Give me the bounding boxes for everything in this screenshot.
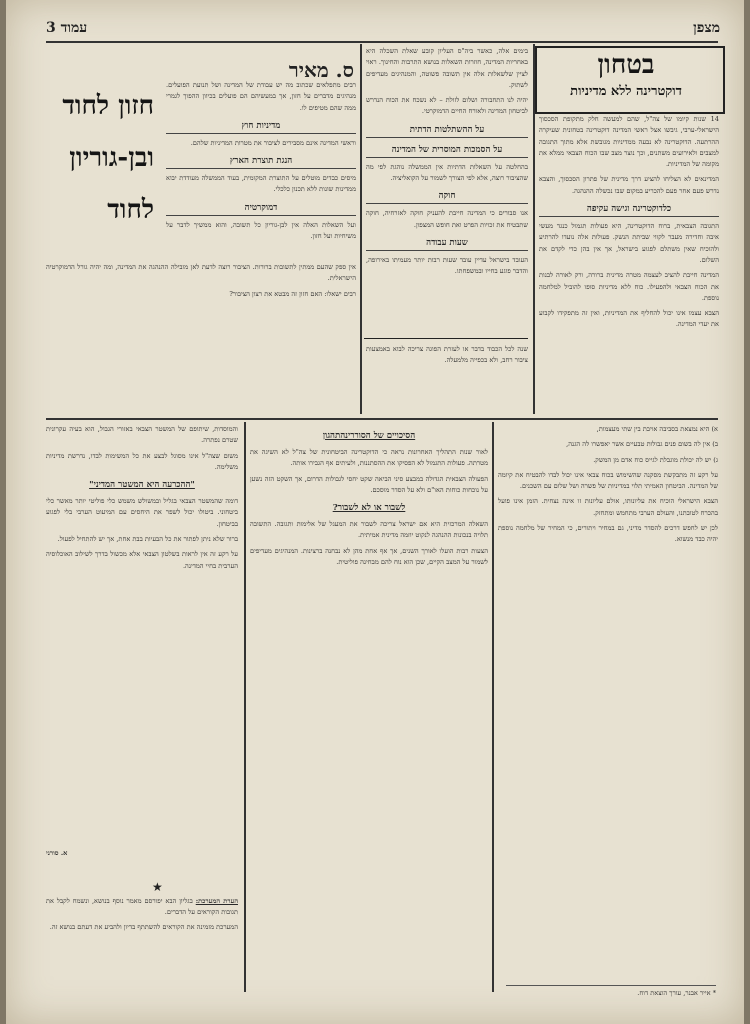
column-rule [492, 422, 494, 992]
paragraph: לכן יש לחפש דרכים להסדר מדיני, גם במחיר ויתורים, כי המחיר של מלחמה נוספת יהיה כבד מנשוא. [498, 524, 718, 544]
paragraph: והמוסדות, שיתופם של המשטר הצבאי באזורי הגבול, הוא בעיה עקרונית שטרם נפתרה. [46, 425, 238, 445]
paragraph: בימים אלה, כאשר ביה"ס העליון קובע שאלת השכלה היא באחריות המדינה, חוזרות השאלות בנושא התרבות והחינוך. ראוי לציין שלשאלות אלה אין תשובה פשוטה, והמנהיגים מעדיפים לשתוק. [366, 47, 528, 89]
paragraph: ברור שלא ניתן לפתור את כל הבעיות בבת אחת, אך יש להתחיל לפעול. [57, 535, 238, 544]
editor-note-2: המערכת מזמינה את הקוראים להשתתף בדיון ולהביע את דעתם בנושא זה. [49, 923, 238, 931]
paragraph: העובד בישראל עדיין עובד שעות רבות יותר מעמיתו באירופה, והדבר פוגע בחייו ובמשפחתו. [366, 255, 528, 276]
quote: יהיה לנו התחבורה ושלום לזולת – לא נשכח את הכוח הנדרש לביטחון המדינה ולאורח החיים הדמוקרטי. [366, 96, 528, 116]
paragraph: התגובה הצבאית, ברוח הדוקטרינה, היא פעולות תגמול כנגד מעשי איבה וחדירה מעבר לקווי שביתת הנשק. פעולות אלה נועדו להרתיע ולהוכיח שאין משתלם לפגוע בישראל, אך אין בהן כדי לקדם את השלום. [539, 222, 719, 264]
author-name: ס. מאיר [288, 58, 354, 82]
bottom-middle-body [250, 424, 488, 984]
paragraph: ועל השאלות האלה אין לבן-גוריון כל תשובה, והוא ממשיך לדבר על משיחיות ועל חזון. [166, 220, 356, 241]
article-title: בטחון [597, 50, 655, 80]
newspaper-name: מצפן [693, 20, 720, 36]
newspaper-page [6, 0, 744, 1024]
footnote: * אייר אבנר, עורך הוצאת דוח. [506, 985, 716, 999]
paragraph: הפעולה הצבאית הגדולה במבצע סיני הביאה שקט יחסי לגבולות הדרום, אך השקט הזה נשען על נוכחות כוחות האו"ם ולא על הסדר מוסכם. [250, 474, 488, 494]
list-item: ג) יש לה יכולת מוגבלת לגייס כוח אדם מן המשק. [593, 455, 718, 464]
left-article-body-top [166, 58, 356, 263]
section-heading: הסיכויים של הסוררינהתהגון [322, 431, 416, 441]
paragraph: אנו סבורים כי המדינה חייבת להעניק חוקה לאזרחיה, חוקה שתבטיח את זכויות הפרט ואת חופש המצפון. [366, 209, 528, 229]
section-heading: "ההכרעה היא המשטר המדיני" [89, 480, 195, 491]
left-article-body-bottom [46, 262, 356, 412]
editor-note-title: הערת המערכת: [195, 897, 238, 905]
paragraph: משום שצה"ל אינו מסוגל לבצע את כל המשימות לבדו, נדרשת מדיניות משלימה. [46, 451, 238, 471]
section-heading: שעות עבודה [366, 237, 528, 251]
paragraph: על רקע זה אין לראות בשלטון הצבאי אלא מכשול בדרך לשילוב האוכלוסיה הערבית בחיי המדינה. [46, 550, 238, 570]
paragraph: רבים ישאלו: האם חזון זה מבטא את רצון הציבור? [229, 289, 356, 298]
column-rule [244, 422, 246, 992]
section-heading: על הסמכות המוסרית של המדינה [366, 144, 528, 158]
title-line: ובן-גוריון [69, 143, 154, 173]
right-article-body [539, 114, 719, 412]
signature: א. סורני [46, 849, 68, 857]
section-heading: כלדוקטרינה וגישה עקיפה [539, 203, 719, 217]
section-heading: דמוקרטיה [166, 202, 356, 216]
paragraph: 14 שנות קיומו של צה"ל, שהם למעשה חלק מתקופת הסכסוך הישראלי-ערבי, גיבשו אצל ראשי המדינה דוקטרינה בטחונית שעיקרה ההרתעה. הדוקטרינה לא נבעה ממדיניות מגובשת אלא מתוך התגובה למצבים ולאירועים משתנים, וכך נוצר מצב שבו הכוח הצבאי ממלא את מקומה של המדיניות. [539, 115, 719, 169]
star-icon: ★ [152, 880, 163, 894]
editor-note [46, 896, 238, 933]
paragraph: אין ספק שהעם ממתין לתשובות ברורות. הציבור רוצה לדעת לאן מובילה ההנהגה את המדינה, ומה יהיה גורל הדמוקרטיה הישראלית. [46, 263, 356, 283]
section-heading: לשבור או לא לשבור? [332, 503, 406, 514]
bottom-right-body [498, 424, 718, 964]
list-item: ב) אין לה בשום פנים גבולות טבעיים אשר יאפשרו לה הגנה, [566, 440, 718, 449]
paragraph: מיסים כבדים מוטלים על התוצרת המקומית, בעוד הממשלה מעודדת יבוא ממדינות שונות ללא תכנון כלכלי. [166, 174, 356, 194]
section-heading: על ההשתלטות הדתית [366, 124, 528, 138]
list-intro: א) היא נמצאת בסביבה אויבת בין שתי מעצמות, [596, 425, 718, 433]
paragraph: הצבא עצמו אינו יכול להחליף את המדיניות, ואין זה מתפקידו לקבוע את יעדי המדינה. [539, 309, 719, 329]
bottom-left-body [46, 424, 238, 844]
paragraph: רבים מתפלאים שכתוב מה יש עבודת של המדינה ושל תנועת הפועלים. מנהיגים מדברים על חזון, אך במעשיהם הם פועלים בכיוון ההפוך לגמרי ממה שהם מטיפים לו. [166, 81, 356, 112]
middle-bottom-text [366, 344, 528, 410]
header-rule [46, 41, 718, 43]
paragraph: המדינה חייבת להציב לעצמה מטרה מדינית ברורה, ורק לאורה לבנות את הכוח הצבאי ולהפעילו. כוח ללא מדיניות סופו להוביל למלחמה נוספת. [539, 271, 719, 302]
section-rule [46, 418, 718, 420]
paragraph: השאלה המרכזית היא אם ישראל צריכה לשבור את המעגל של אלימות ותגובה. התשובה תלויה בנכונות ההנהגה לנקוט יוזמה מדינית אמיתית. [250, 520, 488, 540]
paragraph: על רקע זה מתבקשת מסקנה שהשימוש בכוח צבאי אינו יכול לבדו להבטיח את קיומה של המדינה. הביטחון האמיתי תלוי במדיניות של פשרה ושל שלום עם השכנים. [498, 470, 718, 491]
paragraph: וראשי המדינה אינם מסבירים לציבור את מטרות המדיניות שלהם. [190, 138, 356, 147]
section-heading: הנגת תוצרת הארץ [166, 155, 356, 169]
page-number: עמוד 3 [46, 20, 88, 36]
paragraph: הצבא הישראלי הוכיח את עליונותו, אולם עליונות זו אינה נצחית. הזמן אינו פועל בהכרח לטובתנו, והעולם הערבי מתחמש ומתחזק. [498, 497, 718, 517]
paragraph: המדינאים לא הצליחו להציע דרך מדינית של פתרון הסכסוך, והצבא נדרש פעם אחר פעם להכריע במקום שבו נכשלה ההנהגה. [539, 175, 719, 195]
paragraph: בהחלטה על השאלות הדתיות אין הממשלה נוהגת לפי מה שהציבור רוצה, אלא לפי הצורך לשמור על הקואליציה. [366, 162, 528, 183]
paragraph: לאור שנות התהליך האחרונות נראה כי הדוקטרינה הביטחונית של צה"ל לא השיגה את מטרתה. פעולות התגמול לא הפסיקו את ההסתננות, ולעיתים אף הגבירו אותה. [250, 448, 488, 468]
paragraph: שנה לכל הכבוד בדבר או לעזרת הפוגה צריכה לבוא באמצעות ציבור רחב, ולא בכפייה מלמעלה. [366, 345, 528, 365]
page-header [46, 20, 720, 42]
paragraph: דומה שהמשטר הצבאי בגליל ובמשולש משמש כלי פוליטי יותר מאשר כלי ביטחוני. ביטולו יכול לשפר את היחסים עם המיעוט הערבי בלי לפגוע בביטחון. [46, 497, 238, 528]
middle-article-body [366, 46, 528, 336]
paragraph: הצעות רבות הועלו לאורך השנים, אך אף אחת מהן לא נבחנה ברצינות. המנהיגים מעדיפים לשמור על המצב הקיים, שכן הוא נוח להם מבחינה פוליטית. [250, 546, 488, 567]
editor-note-text: בגליון הבא יפורסם מאמר נוסף בנושא, ונשמח לקבל את תגובות הקוראים על הדברים. [46, 897, 238, 916]
section-heading: מדיניות חוץ [166, 120, 356, 134]
title-line: חזון לחוד [62, 91, 154, 121]
title-line: לחוד [107, 195, 154, 225]
left-article-title [46, 80, 154, 236]
section-heading: חוקה [366, 190, 528, 204]
article-subtitle: דוקטרינה ללא מדיניות [570, 84, 682, 99]
column-rule [360, 44, 362, 414]
divider [364, 338, 528, 339]
